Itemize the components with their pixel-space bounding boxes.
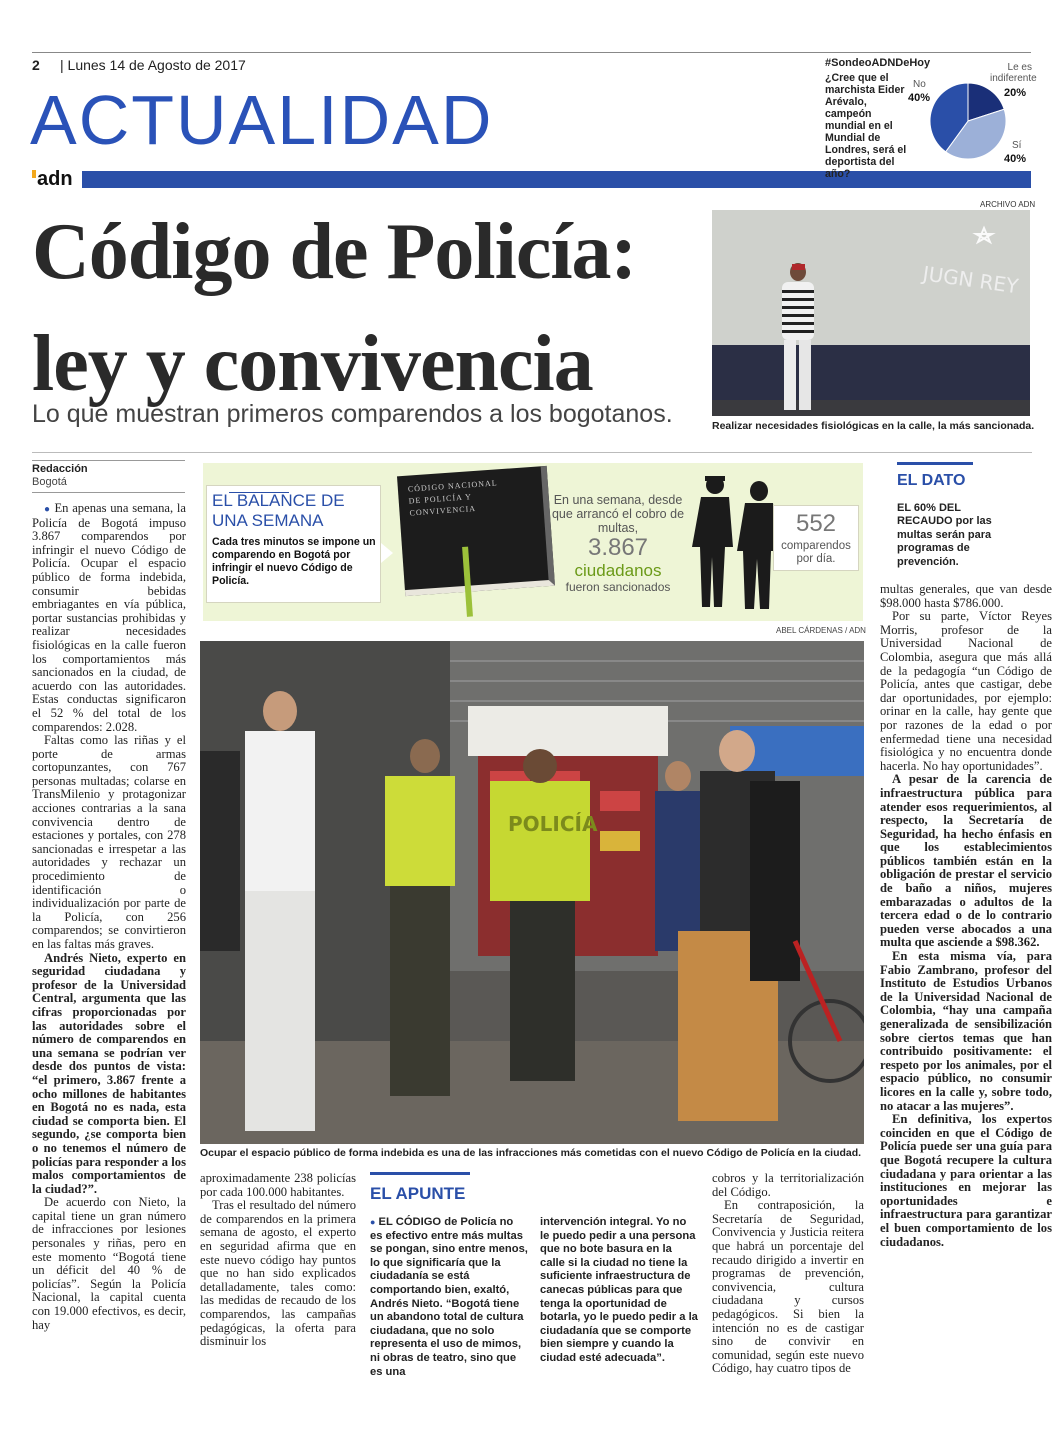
stat-suffix: fueron sancionados (565, 580, 671, 594)
dato-rule (897, 462, 973, 465)
svg-text:POLICÍA: POLICÍA (508, 812, 598, 836)
paragraph: En contraposición, la Secretaría de Seguridad, Convivencia y Justicia reitera que habrá un porcentaje del recaudo dirigido a invertir en programas de prevención, convivencia, cultura ciudadana y cursos pedagógicos. Si bien la intención no es de castigar sino de convivir en comunidad, según este nuevo Código, hay cuatro tipos de (712, 1198, 864, 1376)
svg-text:JUGN REY: JUGN REY (921, 261, 1020, 299)
paragraph: De acuerdo con Nieto, la capital tiene un gran número de infracciones por lesiones personales y riñas, pero en este momento “Bogotá tiene un déficit del 40 % de policías”. Según la Policía Nacional, la capital cuenta con 19.000 efectivos, es decir, hay (32, 1195, 186, 1332)
stat-number: 3.867 (587, 534, 649, 561)
paragraph: Andrés Nieto, experto en seguridad ciudadana y profesor de la Universidad Central, argumenta que las cifras proporcionadas por las autoridades sobre el número de comparendos en una semana se podrían ver desde dos puntos de vista: “el primero, 3.867 frente a ocho millones de habitantes en Bogotá no es nada, esta ciudad se comporta bien. El segundo, ¿se comporta bien o no tenemos el número de policías para responder a los malos comportamientos de la ciudad?”. (32, 950, 186, 1196)
poll-value-indiferente: 20% (1004, 87, 1027, 99)
headline (32, 196, 636, 420)
paragraph: aproximadamente 238 policías por cada 100.000 habitantes. (200, 1171, 356, 1199)
balance-box (206, 485, 381, 603)
subheadline: Lo que muestran primeros comparendos a los bogotanos. (32, 400, 673, 428)
paragraph: En esta misma vía, para Fabio Zambrano, profesor del Instituto de Estudios Urbanos de la Universidad Nacional de Colombia, “hay una campaña generalizada de sensibilización sobre ciertos temas que han contribuido positivamente: el respeto por los animales, por el espacio público, no consumir licores en la calle y, sobre todo, no atacar a las mujeres”. (880, 949, 1052, 1113)
poll-pie-chart (928, 81, 1008, 161)
byline-rule (32, 460, 185, 461)
paragraph: Por su parte, Víctor Reyes Morris, profesor de la Universidad Nacional de Colombia, asegura que más allá de la pedagogía “un Código de Policía, antes que castigar, debe dar oportunidades, por ejemplo: orinar en la calle, hay gente que por razones de la edad o por enfermedad tiene una necesidad fisiológica y no encuentra donde hacerla. No hay oportunidades”. (880, 609, 1052, 773)
dato-title: EL DATO (897, 472, 966, 489)
daily-number: 552 (795, 510, 837, 537)
paragraph: Faltas como las riñas y el porte de armas cortopunzantes, con 767 personas multadas; colarse en TransMilenio y protagonizar acciones contrarias a la sana convivencia dentro de estaciones y portales, con 278 sancionadas e irrespetar a las autoridades y rechazar un procedimiento de identificación o individualización por parte de la Policía, con 256 comparendos; se convirtieron en las faltas más graves. (32, 733, 186, 951)
poll-label-indiferente: Le es indiferente (990, 62, 1037, 84)
section-title: ACTUALIDAD (30, 81, 494, 159)
daily-box (773, 505, 859, 571)
byline-rule-bottom (32, 492, 185, 493)
apunte-title: EL APUNTE (370, 1184, 466, 1203)
page-number: 2 (32, 57, 40, 73)
daily-text: comparendos por día. (781, 540, 851, 565)
stat-unit: ciudadanos (574, 561, 662, 580)
top-photo-caption: Realizar necesidades fisiológicas en la calle, la más sancionada. (712, 420, 1035, 432)
dato-box (897, 462, 1037, 569)
book-illustration (397, 466, 555, 596)
poll-hashtag: #SondeoADNDeHoy (825, 57, 931, 69)
book-ribbon (462, 547, 473, 617)
top-rule (32, 52, 1031, 53)
article-column-4 (880, 583, 1052, 1383)
apunte-text-col1: ● EL CÓDIGO de Policía no es efectivo entre más multas se pongan, sino entre menos, lo que significaría que la ciudadanía se está comportando bien, exaltó, Andrés Nieto. “Bogotá tiene un abandono total de cultura ciudadana, que no solo representa el uso de mimos, ni obras de teatro, sino que es una (370, 1216, 528, 1378)
headline-line-2: ley y convivencia (32, 320, 593, 408)
poll-label-no: No (913, 79, 926, 90)
main-photo (200, 641, 864, 1144)
byline-author: Redacción (32, 463, 88, 475)
paragraph: cobros y la territorialización del Código. (712, 1171, 864, 1199)
headline-line-1: Código de Policía: (32, 208, 637, 296)
book-title: CÓDIGO NACIONAL DE POLICÍA Y CONVIVENCIA (407, 478, 498, 518)
paragraph: multas generales, que van desde $98.000 hasta $786.000. (880, 583, 1052, 610)
top-photo-credit: ARCHIVO ADN (980, 200, 1036, 209)
dato-text: EL 60% DEL RECAUDO por las multas serán para programas de prevención. (897, 502, 992, 568)
poll-value-si: 40% (1004, 153, 1027, 165)
infographic-credit: ABEL CÁRDENAS / ADN (776, 626, 866, 635)
apunte-box (370, 1172, 698, 1382)
poll-question: ¿Cree que el marchista Eider Arévalo, campeón mundial en el Mundial de Londres, será el deportista del año? (825, 72, 907, 180)
balance-text: Cada tres minutos se impone un comparendo en Bogotá por infringir el nuevo Código de Policía. (212, 536, 376, 587)
people-silhouettes-icon (687, 471, 787, 616)
poll-value-no: 40% (908, 92, 931, 104)
paragraph: ● En apenas una semana, la Policía de Bogotá impuso 3.867 comparendos por infringir el nuevo Código de Policía. Ocupar el espacio público de forma indebida, consumir bebidas embriagantes en vía pública, portar sustancias prohibidas y realizar necesidades fisiológicas en la calle fueron los comportamientos más sancionados en la ciudad, de acuerdo con las autoridades. Estas conductas significaron el 52 % del total de los comparendos: 2.028. (32, 501, 186, 734)
title-rule (32, 452, 1032, 453)
balance-title: EL BALANCE DE UNA SEMANA (212, 491, 345, 530)
byline-city: Bogotá (32, 476, 67, 488)
top-photo (712, 210, 1030, 416)
paragraph: A pesar de la carencia de infraestructura pública para atender esos requerimientos, al respecto, la Secretaría de Seguridad, ha hecho énfasis en que los establecimientos públicos también están en la obligación de prestar el servicio de baño a niños, mujeres embarazadas o adultos de la tercera edad o de lo contrario pueden verse abocados a una multa que asciende a $98.362. (880, 772, 1052, 950)
adn-logo: adn (32, 168, 82, 190)
infographic (203, 463, 863, 621)
paragraph: En definitiva, los expertos coinciden en que el Código de Policía puede ser una guía para que Bogotá recupere la cultura ciudadana y para orientar a las instituciones en mejorar las oportunidades e infraestructura para garantizar el buen comportamiento de los ciudadanos. (880, 1112, 1052, 1249)
main-photo-caption: Ocupar el espacio público de forma indebida es una de las infracciones más cometidas con el nuevo Código de Policía en la ciudad. (200, 1147, 862, 1159)
article-column-2 (200, 1172, 356, 1349)
balance-pointer-icon (381, 543, 393, 563)
stat-intro: En una semana, desde que arrancó el cobro de multas, (551, 493, 685, 535)
apunte-text-col2: intervención integral. Yo no le puedo pedir a una persona que no bote basura en la calle si la ciudad no tiene la suficiente infraestructura de canecas públicas para que tenga la oportunidad de botarla, yo le puedo pedir a la ciudadanía que se comporte bien siempre y cuando la ciudad esté adecuada”. (540, 1216, 698, 1364)
page-date: | Lunes 14 de Agosto de 2017 (60, 57, 246, 73)
poll-label-si: Sí (1012, 140, 1022, 151)
paragraph: Tras el resultado del número de comparendos en la primera semana de agosto, el experto en seguridad afirma que en este nuevo código hay puntos que no han sido explicados detalladamente, tales como: las medidas de recaudo de los comparendos, las campañas pedagógicas, la oferta para disminuir los (200, 1198, 356, 1349)
article-column-3 (712, 1172, 864, 1376)
article-column-1 (32, 502, 186, 1332)
apunte-rule (370, 1172, 470, 1175)
